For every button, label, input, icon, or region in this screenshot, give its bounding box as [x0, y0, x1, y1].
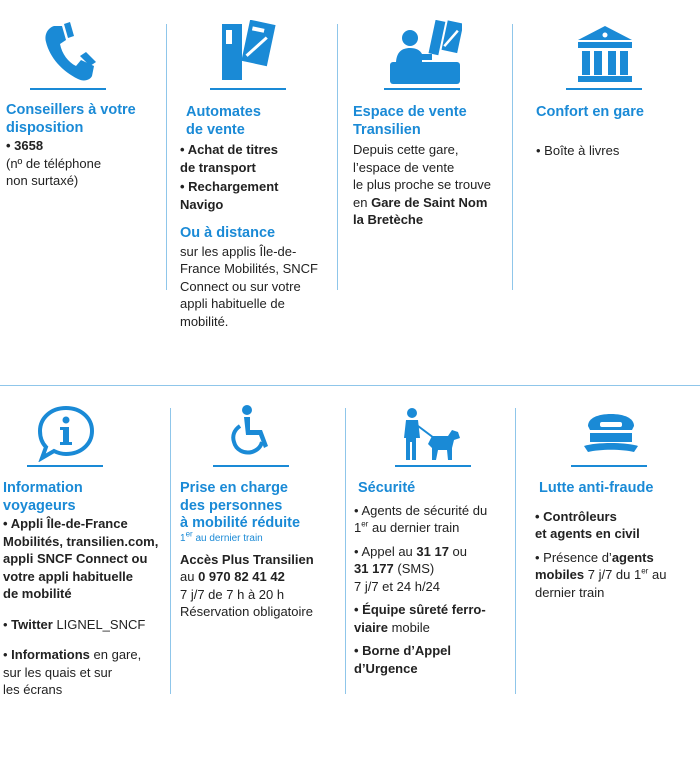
ticket-inspector-cap-icon — [582, 412, 640, 458]
securite-item-3-line-2: viaire mobile — [354, 619, 430, 635]
distance-line-3: Connect ou sur votre — [180, 278, 301, 294]
automates-title: Automates de vente — [186, 104, 261, 138]
fraude-item-1: • Contrôleurs — [535, 508, 617, 524]
mobilite-hours: 7 j/7 de 7 h à 20 h — [180, 586, 285, 602]
section-separator — [0, 385, 700, 386]
information-item-3-line-3: les écrans — [3, 682, 63, 697]
espace-text-2: l’espace de vente — [353, 159, 455, 175]
mobilite-service: Accès Plus Transilien — [180, 551, 314, 567]
icon-underline-7 — [395, 465, 471, 467]
securite-item-2: • Appel au 31 17 ou — [354, 543, 468, 559]
icon-underline-6 — [213, 465, 289, 467]
info-bubble-icon — [36, 404, 96, 462]
automates-item-2-cont: Navigo — [180, 196, 224, 212]
confort-block — [536, 104, 696, 159]
confort-title: Confort en gare — [536, 104, 644, 120]
mobilite-block — [180, 480, 342, 621]
securite-item-3: • Équipe sûreté ferro- — [354, 602, 486, 617]
conseillers-block — [6, 102, 161, 190]
ticket-machine-icon — [220, 20, 278, 84]
mobilite-reservation: Réservation obligatoire — [180, 604, 313, 619]
espace-text-4: en Gare de Saint Nom — [353, 194, 488, 210]
divider-r2-2 — [345, 408, 346, 694]
espace-text-5: la Bretèche — [353, 212, 424, 227]
confort-item: • Boîte à livres — [536, 142, 620, 158]
fraude-item-1-line-2: et agents en civil — [535, 526, 640, 541]
mobilite-subtitle: 1er au dernier train — [180, 529, 263, 544]
securite-item-2-line-3: 7 j/7 et 24 h/24 — [354, 578, 441, 594]
securite-item-1: • Agents de sécurité du — [354, 502, 488, 518]
conseillers-number: • 3658 — [6, 138, 44, 153]
icon-underline-8 — [571, 465, 647, 467]
phone-icon — [40, 22, 96, 84]
information-item-1-line-3: appli SNCF Connect ou — [3, 551, 148, 566]
mobilite-phone: au 0 970 82 41 42 — [180, 569, 285, 584]
ticket-counter-icon — [388, 20, 462, 86]
distance-line-4: appli habituelle de — [180, 296, 285, 311]
information-item-3: • Informations en gare, — [3, 647, 142, 662]
station-building-icon — [576, 24, 634, 82]
conseillers-note-1: (nº de téléphone — [6, 155, 102, 171]
securite-item-2-line-2: 31 177 (SMS) — [354, 561, 435, 576]
security-dog-icon — [400, 408, 464, 462]
securite-title: Sécurité — [358, 480, 416, 496]
espace-text-1: Depuis cette gare, — [353, 142, 459, 157]
icon-underline-2 — [210, 88, 286, 90]
espace-title: Espace de vente Transilien — [353, 104, 467, 138]
information-item-3-line-2: sur les quais et sur — [3, 664, 113, 680]
icon-underline-3 — [384, 88, 460, 90]
distance-line-2: France Mobilités, SNCF — [180, 261, 318, 276]
securite-item-4: • Borne d’Appel — [354, 643, 452, 658]
automates-item-1-cont: de transport — [180, 159, 256, 175]
distance-line-1: sur les applis Île-de- — [180, 243, 297, 259]
divider-r1-3 — [512, 24, 513, 290]
automates-block — [180, 104, 330, 330]
distance-line-5: mobilité. — [180, 313, 229, 329]
conseillers-note-2: non surtaxé) — [6, 173, 79, 188]
automates-item-2: • Rechargement — [180, 179, 279, 194]
divider-r1-2 — [337, 24, 338, 290]
securite-item-4-line-2: d’Urgence — [354, 660, 418, 676]
wheelchair-icon — [230, 404, 276, 462]
fraude-item-2-line-3: dernier train — [535, 584, 605, 600]
espace-text-3: le plus proche se trouve — [353, 177, 492, 192]
fraude-title: Lutte anti-fraude — [539, 480, 654, 496]
divider-r2-1 — [170, 408, 171, 694]
information-item-1: • Appli Île-de-France — [3, 516, 128, 531]
icon-underline-1 — [30, 88, 106, 90]
distance-title: Ou à distance — [180, 225, 276, 241]
information-block — [3, 480, 165, 699]
information-item-1-line-4: votre appli habituelle — [3, 568, 134, 584]
espace-block — [353, 104, 509, 229]
information-item-2: • Twitter LIGNEL_SNCF — [3, 616, 146, 632]
icon-underline-4 — [566, 88, 642, 90]
securite-item-1-line-2: 1er au dernier train — [354, 519, 460, 535]
fraude-item-2-line-2: mobiles 7 j/7 du 1er au — [535, 566, 667, 582]
automates-item-1: • Achat de titres — [180, 142, 278, 157]
fraude-item-2: • Présence d’agents — [535, 549, 654, 565]
securite-block — [354, 480, 512, 677]
fraude-block — [535, 480, 697, 601]
divider-r1-1 — [166, 24, 167, 290]
divider-r2-3 — [515, 408, 516, 694]
information-item-1-line-2: Mobilités, transilien.com, — [3, 533, 159, 549]
icon-underline-5 — [27, 465, 103, 467]
information-item-1-line-5: de mobilité — [3, 586, 72, 601]
mobilite-title: Prise en charge des personnes à mobilité réduite — [180, 480, 301, 531]
conseillers-title: Conseillers à votre disposition — [6, 102, 136, 136]
information-title: Information voyageurs — [3, 480, 83, 514]
